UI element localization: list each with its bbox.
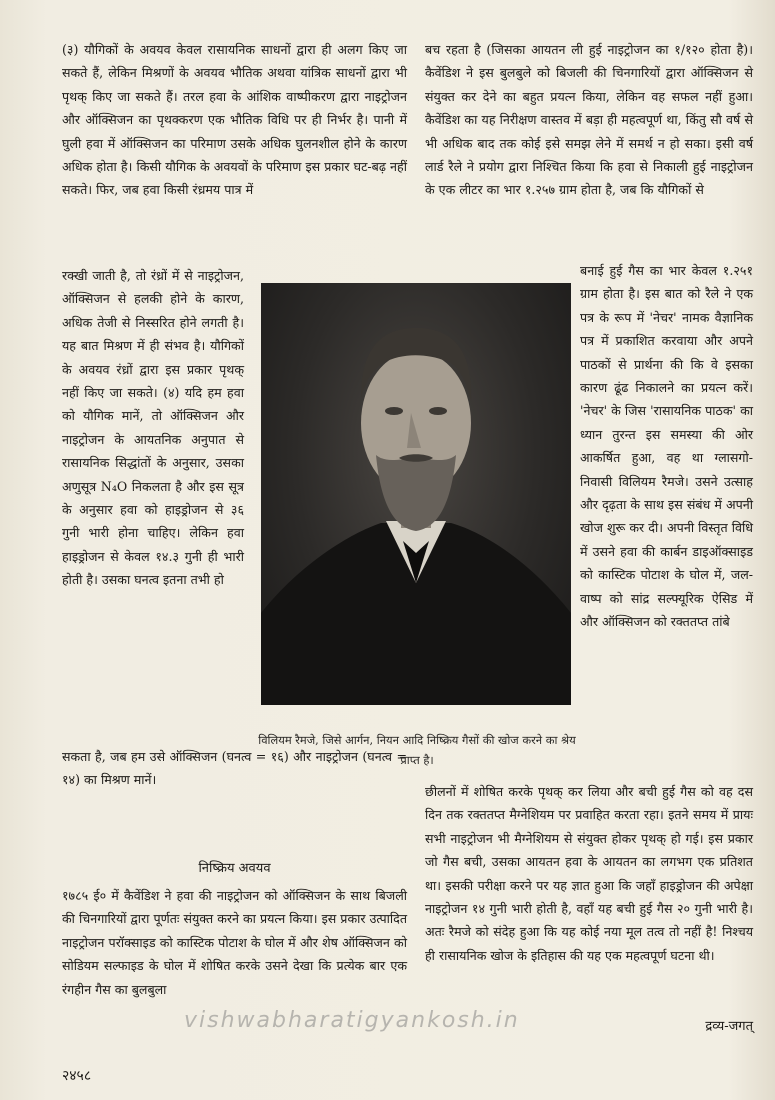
left-paragraph-1: (३) यौगिकों के अवयव केवल रासायनिक साधनों द्वारा ही अलग किए जा सकते हैं, लेकिन मिश्रणों के अवयव भौतिक अथवा यांत्रिक साधनों द्वारा भी पृथक् किए जा सकते हैं। तरल हवा के आंशिक वाष्पीकरण द्वारा नाइट्रोजन और ऑक्सिजन का पृथक्करण एक भौतिक विधि पर ही निर्भर है। पानी में घुली हवा में ऑक्सिजन का परिमाण उसके अधिक घुलनशील होने के कारण अधिक होता है। किसी यौगिक के अवयवों के परिमाण इस प्रकार घट-बढ़ नहीं सकते। फिर, जब हवा किसी रंध्रमय पात्र में [62,42,407,198]
portrait-photo [261,283,571,705]
left-paragraph-2: रक्खी जाती है, तो रंध्रों में से नाइट्रोजन, ऑक्सिजन से हलकी होने के कारण, अधिक तेजी से निस्सरित होने लगती है। यह बात मिश्रण में ही संभव है। यौगिकों के अवयव रंध्रों द्वारा इस प्रकार पृथक् नहीं किए जा सकते। (४) यदि हम हवा को यौगिक मानें, तो ऑक्सिजन और नाइट्रोजन के आयतनिक अनुपात से रासायनिक सिद्धांतों के अनुसार, उसका अणुसूत्र N₄O निकलता है और इस सूत्र के अनुसार हवा को हाइड्रोजन से ३६ गुनी भारी होना चाहिए। लेकिन हवा हाइड्रोजन से केवल १४.३ गुनी ही भारी होती है। उसका घनत्व इतना तभी हो [62,268,244,588]
portrait-illustration [261,283,571,705]
section-name: द्रव्य-जगत् [705,1019,753,1034]
right-paragraph-2: बनाई हुई गैस का भार केवल १.२५१ ग्राम होता है। इस बात को रैले ने एक पत्र के रूप में 'नेचर' नामक वैज्ञानिक पत्र में प्रकाशित करवाया और अपने पाठकों से प्रार्थना की कि वे इसका कारण ढूंढ निकालने का प्रयत्न करें। 'नेचर' के जिस 'रासायनिक पाठक' का ध्यान तुरन्त इस समस्या की ओर आकर्षित हुआ, वह था ग्लासगो-निवासी विलियम रैमजे। उसने उत्साह और दृढ़ता के साथ इस संबंध में अपनी खोज शुरू कर दी। अपनी विस्तृत विधि में उसने हवा की कार्बन डाइऑक्साइड को कास्टिक पोटाश के घोल में, जल-वाष्प को सांद्र सल्फ्यूरिक ऐसिड में और ऑक्सिजन को रक्ततप्त तांबे [580,263,753,630]
watermark-text: vishwabharatigyankosh.in [184,1008,520,1033]
left-paragraph-4: १७८५ ई० में कैवेंडिश ने हवा की नाइट्रोजन को ऑक्सिजन के साथ बिजली की चिनगारियों द्वारा पूर्णतः संयुक्त करने का प्रयत्न किया। इस प्रकार उत्पादित नाइट्रोजन परॉक्साइड को कास्टिक पोटाश के घोल में और शेष ऑक्सिजन को सोडियम सल्फाइड के घोल में शोषित करके उसने देखा कि प्रत्येक बार एक रंगहीन गैस का बुलबुला [62,888,407,997]
page-number: २४५८ [62,1068,92,1084]
section-heading: निष्क्रिय अवयव [198,861,271,876]
right-paragraph-3: छीलनों में शोषित करके पृथक् कर लिया और बची हुई गैस को वह दस दिन तक रक्ततप्त मैग्नेशियम पर प्रवाहित करता रहा। इतने समय में प्रायः सभी नाइट्रोजन भी मैग्नेशियम से संयुक्त होकर पृथक् हो गई। इस प्रकार जो गैस बची, उसका आयतन हवा के आयतन का लगभग एक प्रतिशत था। इसकी परीक्षा करने पर यह ज्ञात हुआ कि जहाँ हाइड्रोजन की अपेक्षा नाइट्रोजन १४ गुनी भारी होती है, वहाँ यह बची हुई गैस २० गुनी भारी है। अतः रैमजे को संदेह हुआ कि यह कोई नया मूल तत्व तो नहीं है! निश्चय ही रासायनिक खोज के इतिहास की यह एक महत्वपूर्ण घटना थी। [425,784,753,963]
photo-caption: विलियम रैमजे, जिसे आर्गन, नियन आदि निष्क्रिय गैसों की खोज करने का श्रेय प्राप्त है। [258,733,576,767]
right-paragraph-1: बच रहता है (जिसका आयतन ली हुई नाइट्रोजन का १/१२० होता है)। कैवेंडिश ने इस बुलबुले को बिजली की चिनगारियों द्वारा ऑक्सिजन से संयुक्त कर देने का बहुत प्रयत्न किया, लेकिन वह सफल नहीं हुआ। कैवेंडिश का यह निरीक्षण वास्तव में बड़ा ही महत्वपूर्ण था, किंतु सौ वर्ष से भी अधिक बाद तक कोई इसे समझ लेने में समर्थ न हो सका। इसी वर्ष लार्ड रैले ने प्रयोग द्वारा निश्चित किया कि हवा से निकाली हुई नाइट्रोजन के एक लीटर का भार १.२५७ ग्राम होता है, जब कि यौगिकों से [425,42,753,198]
left-paragraph-3: सकता है, जब हम उसे ऑक्सिजन (घनत्व = १६) और नाइट्रोजन (घनत्व = १४) का मिश्रण मानें। [62,749,407,788]
